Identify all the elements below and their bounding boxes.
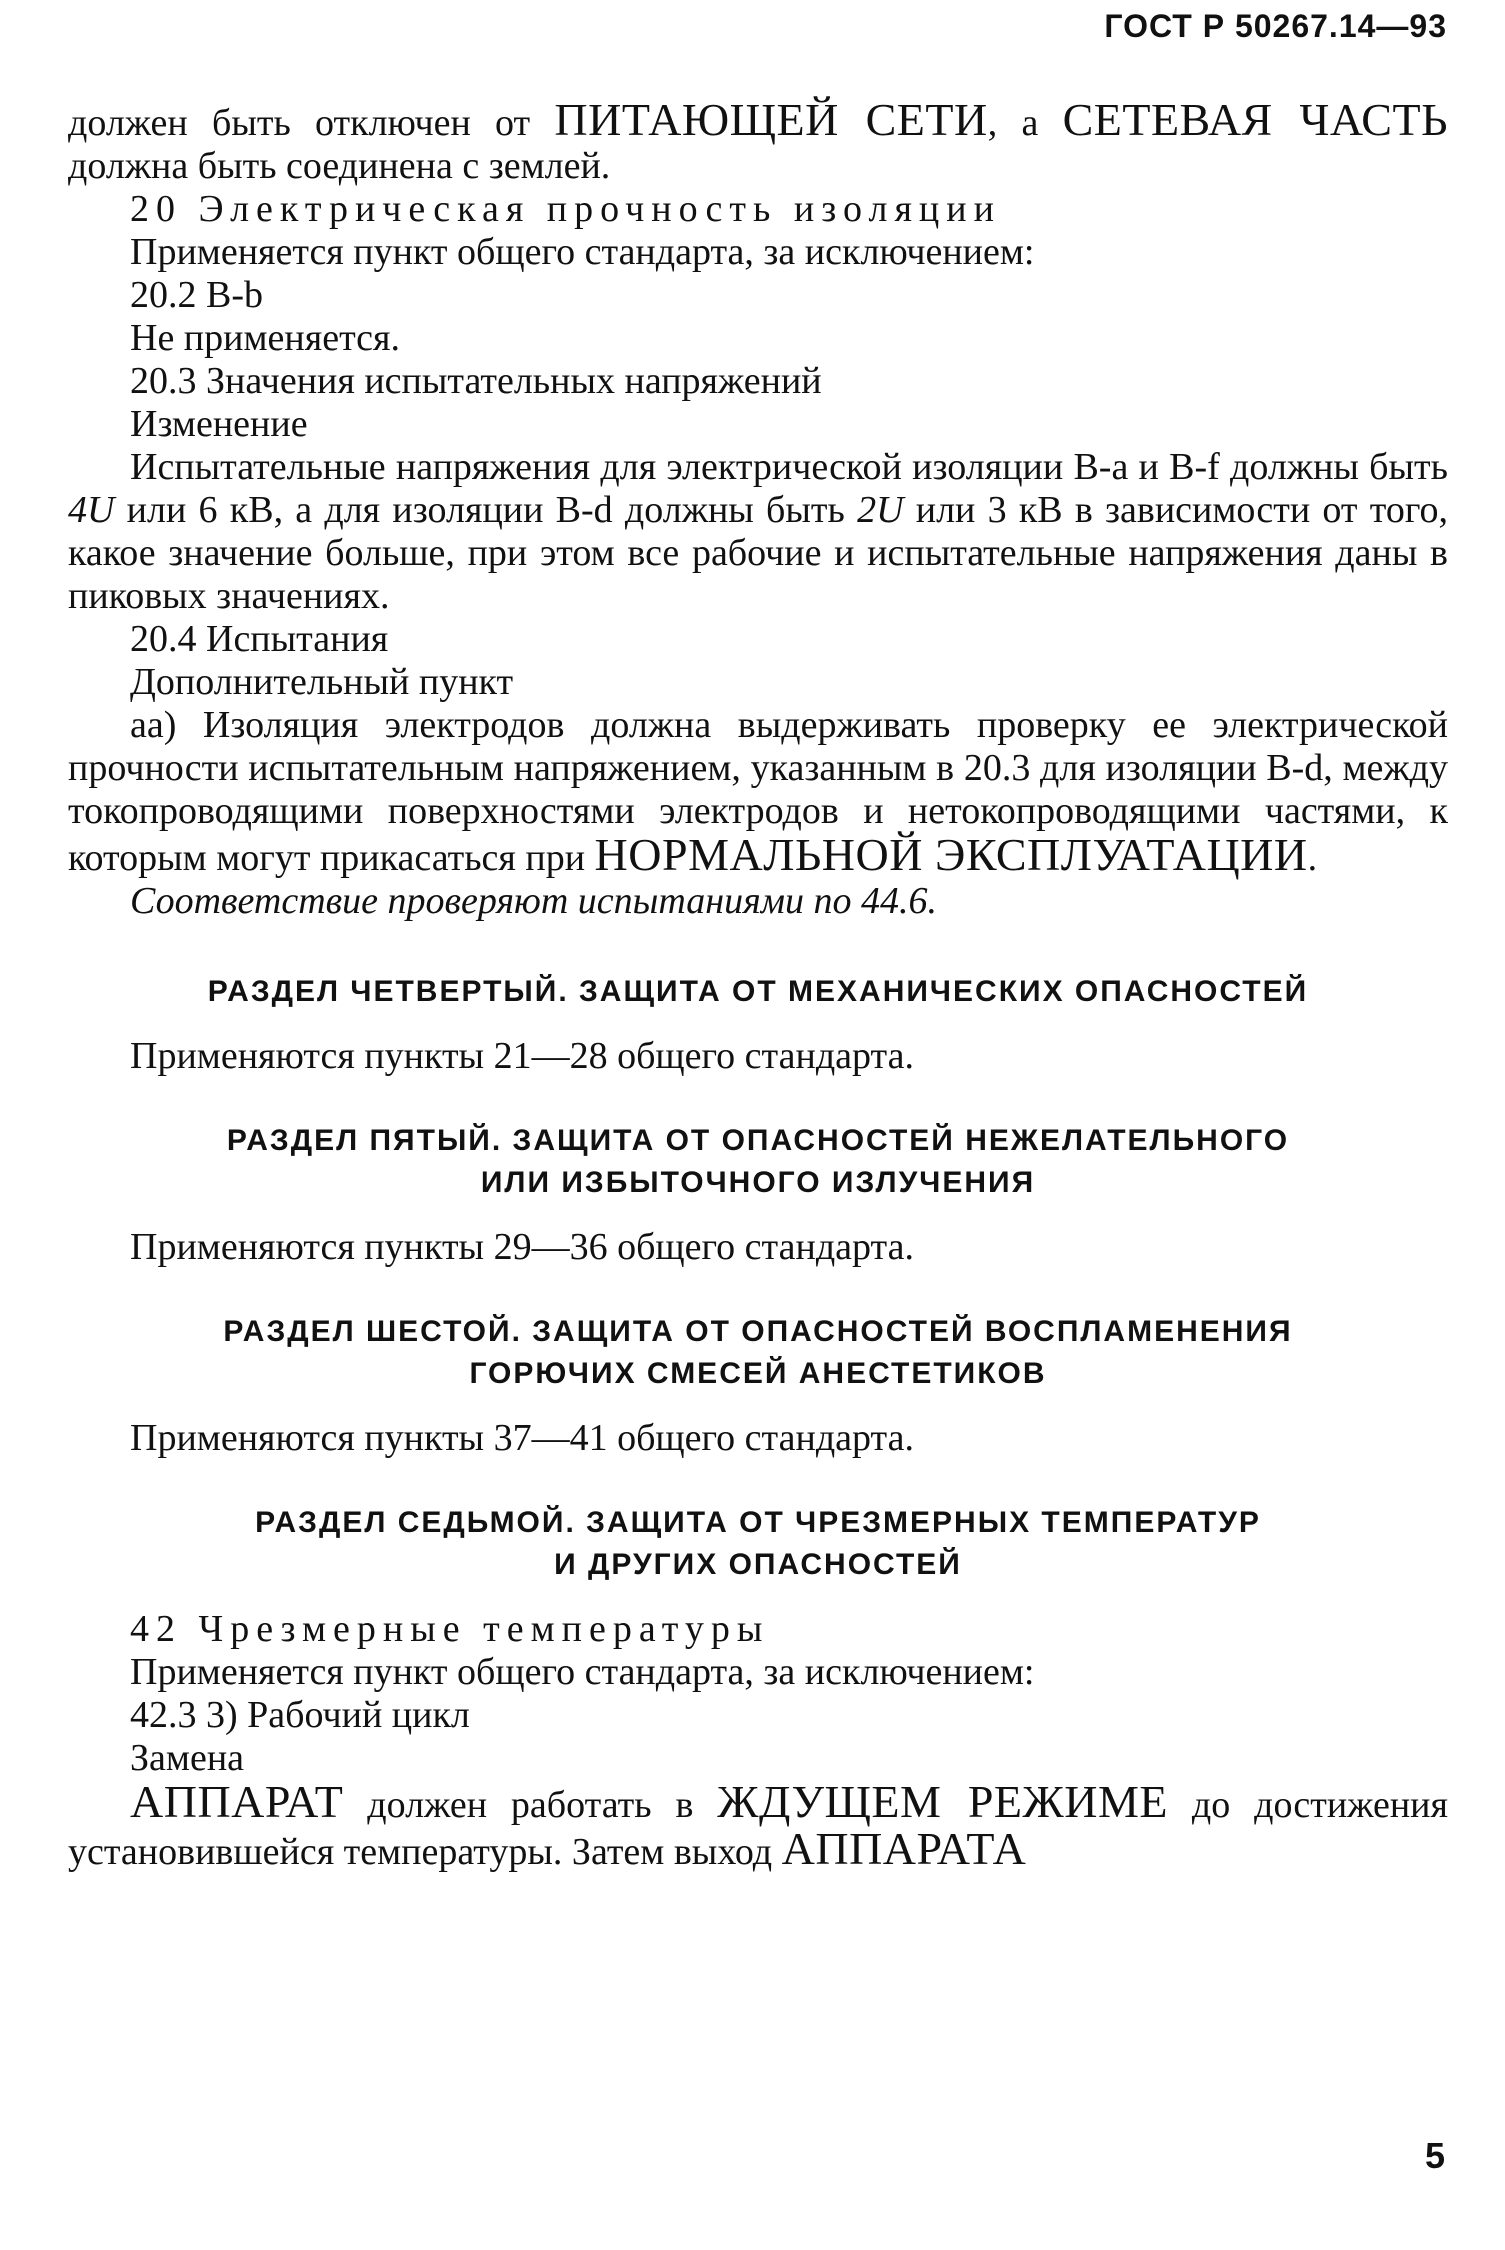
clause-20-4-aa — [68, 704, 1448, 880]
clause-42-heading: 42 Чрезмерные температуры — [130, 1608, 770, 1650]
caps-term: АППАРАТА — [781, 1823, 1027, 1874]
text-run: или 3 кВ в зависимости от того, какое значение больше, при этом все рабочие и испытательные напряжения даны в пиковых значениях. — [68, 489, 1448, 617]
page-number: 5 — [1424, 2135, 1445, 2176]
section-6-text: Применяются пункты 37—41 общего стандарта. — [130, 1417, 914, 1459]
caps-term: АППАРАТ — [130, 1776, 344, 1827]
section-4-title: РАЗДЕЛ ЧЕТВЕРТЫЙ. ЗАЩИТА ОТ МЕХАНИЧЕСКИХ ОПАСНОСТЕЙ — [207, 975, 1309, 1008]
text-run: должен быть отключен от — [68, 102, 555, 144]
text-run: или 6 кВ, а для изоляции B-d должны быть — [114, 489, 858, 531]
clause-20-2-text: Не применяется. — [130, 317, 400, 359]
section-7-title-line1: РАЗДЕЛ СЕДЬМОЙ. ЗАЩИТА ОТ ЧРЕЗМЕРНЫХ ТЕМПЕРАТУР — [255, 1506, 1261, 1539]
text-run: аа) Изоляция электродов должна выдерживать проверку ее электрической прочности испытательным напряжением, указанным в 20.3 для изоляции B-d, между токопроводящими поверхностями электродов и нетокопроводящими частями, к которым могут прикасаться при — [68, 704, 1448, 879]
caps-term: ПИТАЮЩЕЙ СЕТИ — [554, 94, 988, 145]
section-5-text: Применяются пункты 29—36 общего стандарта. — [130, 1226, 914, 1268]
clause-20-heading: 20 Электрическая прочность изоляции — [130, 188, 1001, 230]
page-body — [68, 94, 1448, 1874]
clause-20-2-number: 20.2 В-b — [130, 274, 263, 316]
section-4-text: Применяются пункты 21—28 общего стандарта. — [130, 1035, 914, 1077]
text-run: должна быть соединена с землей. — [68, 145, 611, 187]
clause-42-3-replace: Замена — [130, 1737, 245, 1779]
section-5-title-line2: ИЛИ ИЗБЫТОЧНОГО ИЗЛУЧЕНИЯ — [480, 1166, 1036, 1199]
caps-term: СЕТЕВАЯ ЧАСТЬ — [1062, 94, 1448, 145]
section-5-title-line1: РАЗДЕЛ ПЯТЫЙ. ЗАЩИТА ОТ ОПАСНОСТЕЙ НЕЖЕЛАТЕЛЬНОГО — [226, 1124, 1290, 1157]
clause-20-3-change: Изменение — [130, 403, 308, 445]
caps-term: ЖДУЩЕМ РЕЖИМЕ — [717, 1776, 1168, 1827]
section-6-title-line1: РАЗДЕЛ ШЕСТОЙ. ЗАЩИТА ОТ ОПАСНОСТЕЙ ВОСПЛАМЕНЕНИЯ — [223, 1315, 1293, 1348]
text-run: , а — [987, 102, 1063, 144]
clause-20-4-compliance: Соответствие проверяют испытаниями по 44.6. — [130, 880, 938, 922]
section-6-title-line2: ГОРЮЧИХ СМЕСЕЙ АНЕСТЕТИКОВ — [469, 1357, 1047, 1390]
paragraph-continuation — [68, 94, 1448, 188]
text-run: Испытательные напряжения для электрической изоляции В-а и В-f должны быть — [130, 446, 1448, 488]
clause-20-3-title: 20.3 Значения испытательных напряжений — [130, 360, 822, 402]
clause-20-4-additional: Дополнительный пункт — [130, 661, 514, 703]
document-code-header: ГОСТ Р 50267.14—93 — [1104, 8, 1447, 44]
caps-term: НОРМАЛЬНОЙ ЭКСПЛУАТАЦИИ — [594, 829, 1308, 880]
section-7-title-line2: И ДРУГИХ ОПАСНОСТЕЙ — [554, 1548, 962, 1581]
formula-4u: 4U — [68, 489, 115, 531]
text-run: до достижения установившейся температуры. Затем выход — [68, 1784, 1448, 1873]
text-run: должен работать в — [343, 1784, 718, 1826]
formula-2u: 2U — [857, 489, 904, 531]
clause-42-3-text — [68, 1776, 1448, 1874]
clause-42-3-title: 42.3 3) Рабочий цикл — [130, 1694, 470, 1736]
text-run: . — [1307, 837, 1318, 879]
clause-20-4-title: 20.4 Испытания — [130, 618, 389, 660]
clause-20-applies: Применяется пункт общего стандарта, за исключением: — [130, 231, 1035, 273]
clause-42-applies: Применяется пункт общего стандарта, за исключением: — [130, 1651, 1035, 1693]
clause-20-3-text — [68, 446, 1448, 618]
